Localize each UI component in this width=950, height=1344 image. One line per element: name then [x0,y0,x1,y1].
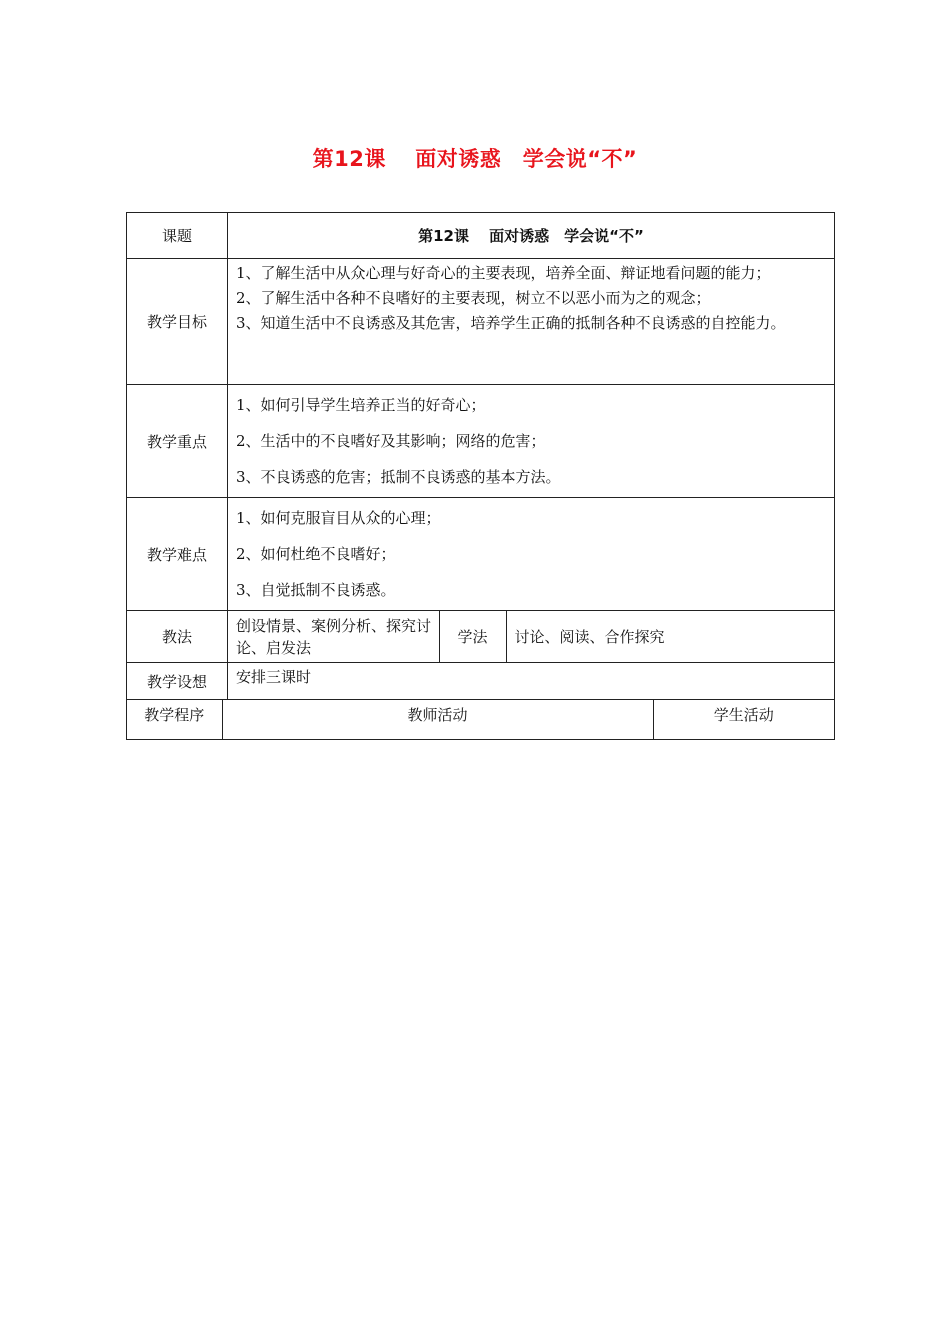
procedure-inner-table [127,700,834,739]
objective-item: 1、了解生活中从众心理与好奇心的主要表现，培养全面、辩证地看问题的能力； [236,264,771,282]
methods-inner-table [228,611,834,662]
page-title: 第12课 面对诱惑 学会说“不” [312,147,638,171]
plan-label: 教学设想 [127,663,228,700]
key-point-item: 3、不良诱惑的危害；抵制不良诱惑的基本方法。 [236,468,561,486]
teaching-method-value: 创设情景、案例分析、探究讨论、启发法 [236,616,432,657]
topic-value: 第12课 面对诱惑 学会说“不” [228,213,835,259]
topic-label: 课题 [127,213,228,259]
key-points-row [127,385,835,498]
key-points-label: 教学重点 [127,385,228,498]
objective-item: 2、了解生活中各种不良嗜好的主要表现，树立不以恶小而为之的观念； [236,289,711,307]
objective-item: 3、知道生活中不良诱惑及其危害，培养学生正确的抵制各种不良诱惑的自控能力。 [236,314,786,332]
key-point-item: 1、如何引导学生培养正当的好奇心； [236,396,486,414]
plan-value: 安排三课时 [228,663,835,700]
difficulties-label: 教学难点 [127,498,228,611]
learning-method-value: 讨论、阅读、合作探究 [506,611,834,662]
plan-row [127,663,835,700]
difficulties-content [228,498,835,611]
difficulty-item: 3、自觉抵制不良诱惑。 [236,581,396,599]
difficulties-row [127,498,835,611]
procedure-label: 教学程序 [144,706,205,724]
lesson-plan-table [126,212,835,740]
key-point-item: 2、生活中的不良嗜好及其影响；网络的危害； [236,432,546,450]
methods-row [127,611,835,663]
difficulty-item: 2、如何杜绝不良嗜好； [236,545,396,563]
teaching-method-label: 教法 [127,611,228,663]
key-points-content [228,385,835,498]
objectives-row [127,259,835,385]
learning-method-label: 学法 [439,611,506,662]
teacher-activity-header: 教师活动 [222,700,653,739]
difficulty-item: 1、如何克服盲目从众的心理； [236,509,441,527]
topic-row [127,213,835,259]
objectives-label: 教学目标 [127,259,228,385]
objectives-content [228,259,835,385]
procedure-row [127,700,835,740]
student-activity-header: 学生活动 [653,700,834,739]
